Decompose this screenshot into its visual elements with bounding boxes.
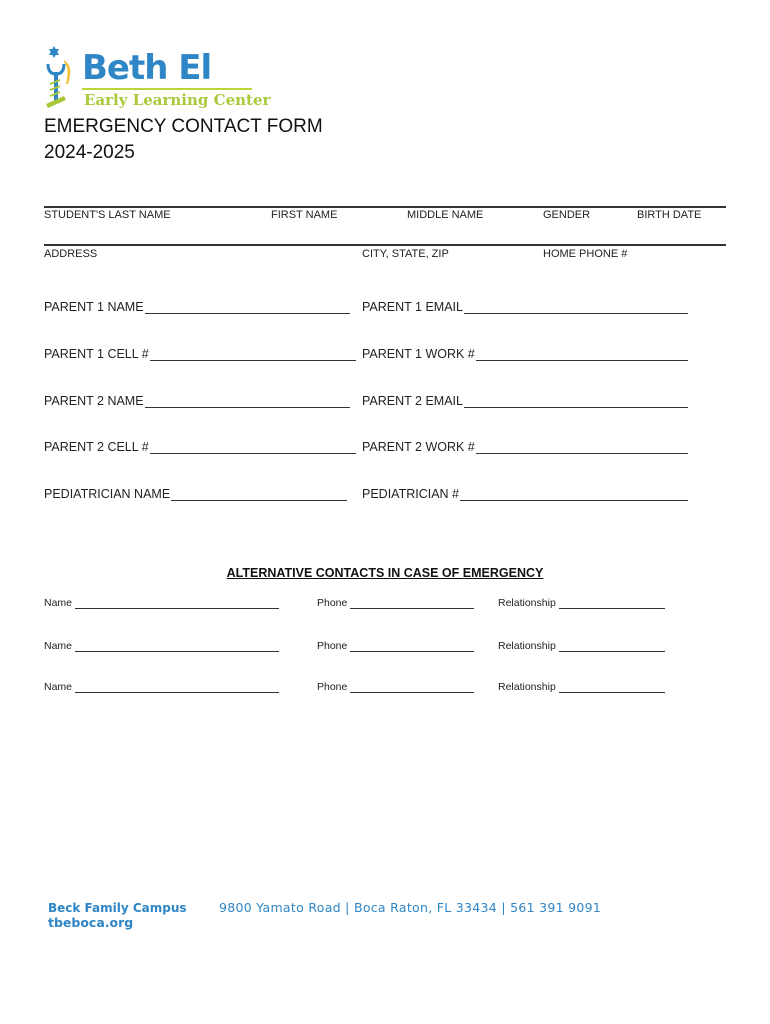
alt1-phone-field[interactable] xyxy=(317,597,474,609)
parent2-name-label: PARENT 2 NAME xyxy=(44,394,144,408)
title-line-1: EMERGENCY CONTACT FORM xyxy=(44,116,323,137)
label-student-last-name: STUDENT'S LAST NAME xyxy=(44,209,171,221)
parent1-name-line[interactable] xyxy=(145,301,350,314)
parent2-name-field[interactable] xyxy=(44,394,350,408)
label-middle-name: MIDDLE NAME xyxy=(407,209,484,221)
parent1-email-field[interactable] xyxy=(362,300,688,314)
logo-name: Beth El xyxy=(82,48,212,88)
label-gender: GENDER xyxy=(543,209,591,221)
parent2-name-line[interactable] xyxy=(145,395,350,408)
alt3-name-field[interactable] xyxy=(44,681,279,693)
alt2-name-line[interactable] xyxy=(75,641,279,652)
alternative-contacts-heading: ALTERNATIVE CONTACTS IN CASE OF EMERGENCY xyxy=(226,566,544,580)
label-home-phone: HOME PHONE # xyxy=(543,248,628,260)
alt3-name-label: Name xyxy=(44,681,73,693)
pediatrician-phone-field[interactable] xyxy=(362,487,688,501)
footer-campus-name: Beck Family Campus xyxy=(48,901,187,915)
alt1-name-label: Name xyxy=(44,597,73,609)
alt3-name-line[interactable] xyxy=(75,682,279,693)
alt1-relationship-label: Relationship xyxy=(498,597,556,609)
parent1-cell-line[interactable] xyxy=(150,348,356,361)
alt1-phone-line[interactable] xyxy=(350,598,474,609)
alt1-name-line[interactable] xyxy=(75,598,279,609)
parent1-name-label: PARENT 1 NAME xyxy=(44,300,144,314)
pediatrician-name-field[interactable] xyxy=(44,487,347,501)
label-birth-date: BIRTH DATE xyxy=(637,209,702,221)
logo-subtitle: Early Learning Center xyxy=(84,91,271,109)
alt2-phone-field[interactable] xyxy=(317,640,474,652)
student-grid-row-1 xyxy=(44,209,726,233)
parent2-cell-label: PARENT 2 CELL # xyxy=(44,440,149,454)
alt2-relationship-line[interactable] xyxy=(559,641,665,652)
alt3-relationship-label: Relationship xyxy=(498,681,556,693)
footer-website-link[interactable]: tbeboca.org xyxy=(48,915,134,930)
parent1-cell-field[interactable] xyxy=(44,347,356,361)
grid-line-top xyxy=(44,206,726,208)
alt1-relationship-field[interactable] xyxy=(498,597,665,609)
parent2-work-line[interactable] xyxy=(476,441,688,454)
alt3-phone-field[interactable] xyxy=(317,681,474,693)
label-first-name: FIRST NAME xyxy=(271,209,338,221)
parent1-work-line[interactable] xyxy=(476,348,688,361)
star-of-david-menorah-icon xyxy=(44,44,80,110)
parent1-work-field[interactable] xyxy=(362,347,688,361)
parent2-work-field[interactable] xyxy=(362,440,688,454)
parent2-email-label: PARENT 2 EMAIL xyxy=(362,394,463,408)
label-city-state-zip: CITY, STATE, ZIP xyxy=(362,248,449,260)
parent2-email-field[interactable] xyxy=(362,394,688,408)
page-title xyxy=(44,114,323,166)
alt3-phone-line[interactable] xyxy=(350,682,474,693)
parent1-work-label: PARENT 1 WORK # xyxy=(362,347,475,361)
pediatrician-phone-line[interactable] xyxy=(460,488,688,501)
beth-el-logo xyxy=(44,44,271,112)
parent2-email-line[interactable] xyxy=(464,395,688,408)
pediatrician-name-label: PEDIATRICIAN NAME xyxy=(44,487,171,501)
alt3-relationship-line[interactable] xyxy=(559,682,665,693)
alt1-relationship-line[interactable] xyxy=(559,598,665,609)
parent2-cell-field[interactable] xyxy=(44,440,356,454)
alt3-relationship-field[interactable] xyxy=(498,681,665,693)
alt2-relationship-label: Relationship xyxy=(498,640,556,652)
pediatrician-name-line[interactable] xyxy=(171,488,347,501)
parent1-email-line[interactable] xyxy=(464,301,688,314)
parent1-email-label: PARENT 1 EMAIL xyxy=(362,300,463,314)
alt2-phone-line[interactable] xyxy=(350,641,474,652)
alt3-phone-label: Phone xyxy=(317,681,348,693)
footer-address: 9800 Yamato Road | Boca Raton, FL 33434 | 561 391 9091 xyxy=(219,900,602,915)
parent2-work-label: PARENT 2 WORK # xyxy=(362,440,475,454)
alt2-name-label: Name xyxy=(44,640,73,652)
alt1-name-field[interactable] xyxy=(44,597,279,609)
grid-line-middle xyxy=(44,244,726,246)
parent2-cell-line[interactable] xyxy=(150,441,356,454)
label-address: ADDRESS xyxy=(44,248,98,260)
alt2-relationship-field[interactable] xyxy=(498,640,665,652)
parent1-name-field[interactable] xyxy=(44,300,350,314)
title-line-2: 2024-2025 xyxy=(44,142,135,163)
parent1-cell-label: PARENT 1 CELL # xyxy=(44,347,149,361)
pediatrician-phone-label: PEDIATRICIAN # xyxy=(362,487,460,501)
alt1-phone-label: Phone xyxy=(317,597,348,609)
student-grid-row-2 xyxy=(44,248,726,272)
alt2-name-field[interactable] xyxy=(44,640,279,652)
alt2-phone-label: Phone xyxy=(317,640,348,652)
